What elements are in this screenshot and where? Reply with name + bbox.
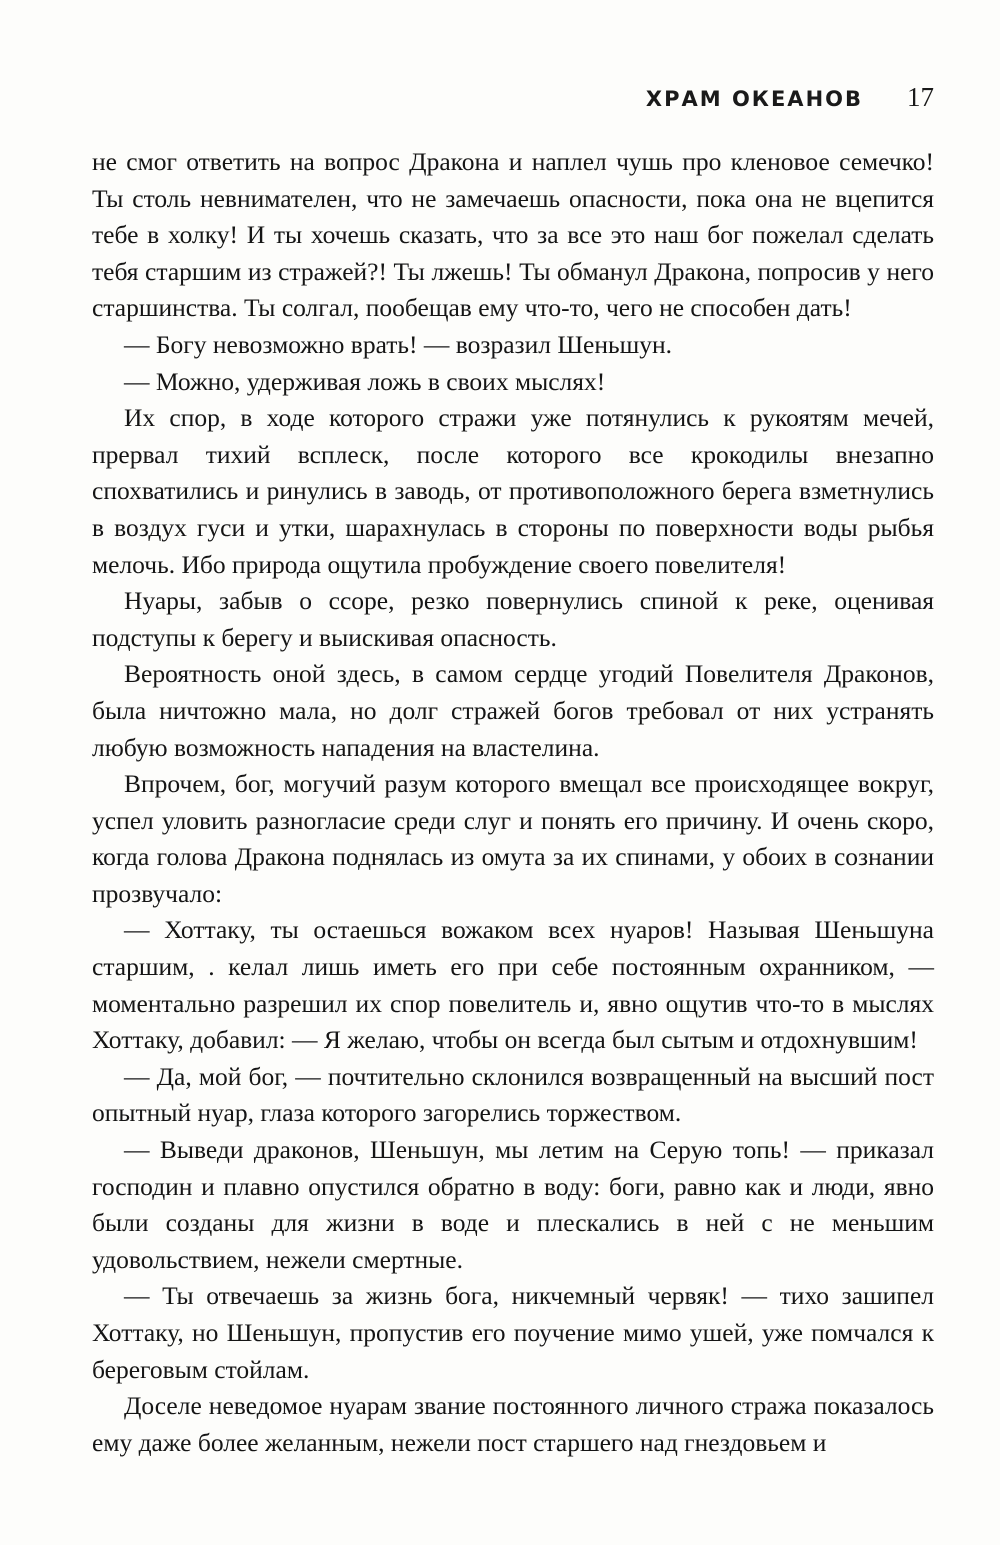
- paragraph: — Да, мой бог, — почтительно склонился возвращенный на высший пост опытный нуар, глаза которого загорелись торжеством.: [92, 1061, 934, 1128]
- running-title: ХРАМ ОКЕАНОВ: [645, 87, 863, 111]
- paragraph: Впрочем, бог, могучий разум которого вмещал все происходящее вокруг, успел уловить разногласие среди слуг и понять его причину. И очень скоро, когда голова Дракона поднялась из омута за их спинами, у обоих в сознании прозвучало:: [92, 769, 934, 908]
- paragraph: — Можно, удерживая ложь в своих мыслях!: [124, 366, 606, 396]
- paragraph: — Выведи драконов, Шеньшун, мы летим на Серую топь! — приказал господин и плавно опустился обратно в воду: боги, равно как и люди, явно были созданы для жизни в воде и плескались в ней с не меньшим удовольствием, нежели смертные.: [92, 1135, 934, 1274]
- paragraph: — Хоттаку, ты остаешься вожаком всех нуаров! Называя Шеньшуна старшим, . келал лишь иметь его при себе постоянным охранником, — моментально разрешил их спор повелитель и, явно ощутив что-то в мыслях Хоттаку, добавил: — Я желаю, чтобы он всегда был сытым и отдохнувшим!: [92, 915, 934, 1055]
- paragraph: Вероятность оной здесь, в самом сердце угодий Повелителя Драконов, была ничтожно мала, но долг стражей богов требовал от них устранять любую возможность нападения на властелина.: [92, 659, 934, 762]
- page-number: 17: [907, 82, 934, 112]
- body-text: [92, 144, 934, 1461]
- paragraph: Нуары, забыв о ссоре, резко повернулись спиной к реке, оценивая подступы к берегу и выискивая опасность.: [92, 586, 934, 652]
- paragraph: — Ты отвечаешь за жизнь бога, никчемный червяк! — тихо зашипел Хоттаку, но Шеньшун, пропустив его поучение мимо ушей, уже помчался к береговым стойлам.: [92, 1281, 934, 1384]
- paragraph: — Богу невозможно врать! — возразил Шеньшун.: [124, 329, 673, 359]
- paragraph-continued: не смог ответить на вопрос Дракона и наплел чушь про кленовое семечко! Ты столь невнимателен, что не замечаешь опасности, пока она не вцепится тебе в холку! И ты хочешь сказать, что за все это наш бог пожелал сделать тебя старшим из стражей?! Ты лжешь! Ты обманул Дракона, попросив у него старшинства. Ты солгал, пообещав ему что-то, чего не способен дать!: [92, 147, 934, 323]
- paragraph: Их спор, в ходе которого стражи уже потянулись к рукоятям мечей, прервал тихий всплеск, после которого все крокодилы внезапно спохватились и ринулись в заводь, от противоположного берега взметнулись в воздух гуси и утки, шарахнулась в стороны по поверхности воды рыбья мелочь. Ибо природа ощутила пробуждение своего повелителя!: [92, 403, 934, 579]
- paragraph: Доселе неведомое нуарам звание постоянного личного стража показалось ему даже более желанным, нежели пост старшего над гнездовьем и: [92, 1391, 934, 1457]
- running-header: [92, 82, 934, 116]
